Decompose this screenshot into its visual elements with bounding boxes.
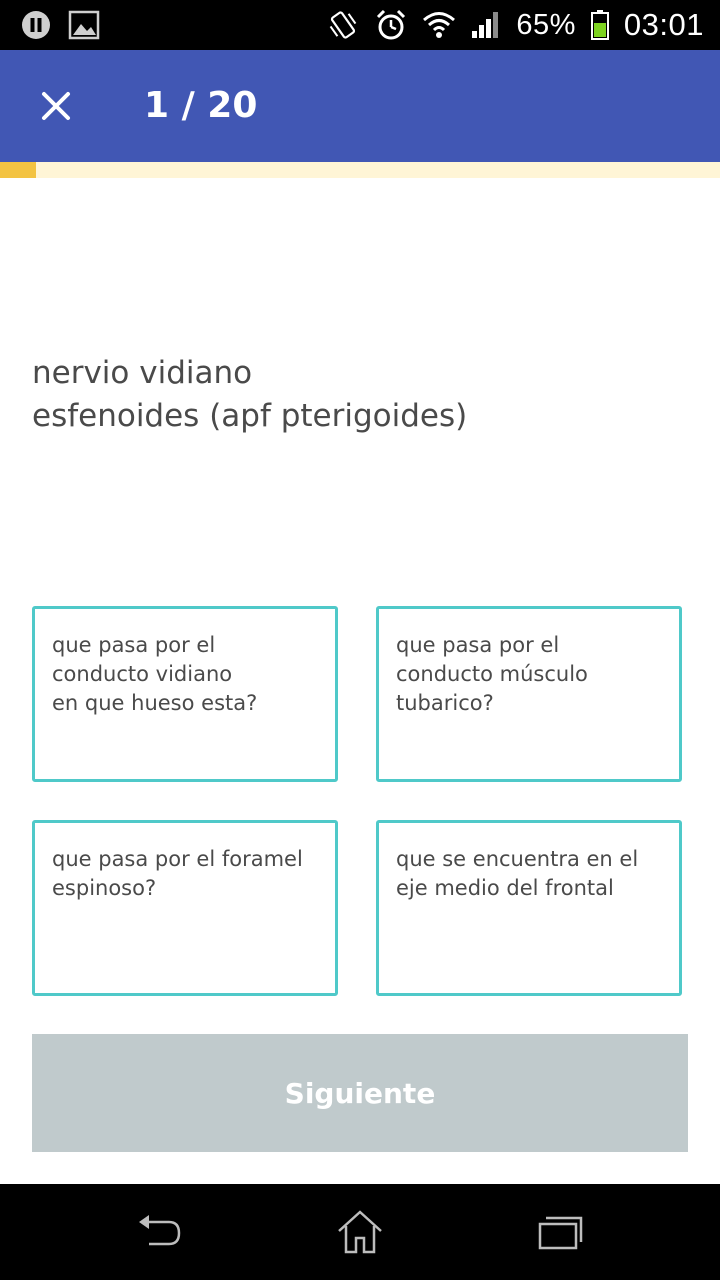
- status-bar: [0, 0, 720, 50]
- next-button-label: Siguiente: [284, 1076, 436, 1110]
- pause-icon: [20, 9, 52, 41]
- prompt-line: esfenoides (apf pterigoides): [32, 398, 468, 434]
- option-line: eje medio del frontal: [396, 876, 614, 900]
- progress-bar-fill: [0, 162, 36, 178]
- option-line: que pasa por el: [52, 633, 216, 657]
- status-left-icons: [20, 9, 100, 41]
- option-line: espinoso?: [52, 876, 157, 900]
- answer-option-1[interactable]: [32, 606, 338, 782]
- prompt-line: nervio vidiano: [32, 355, 253, 391]
- status-clock: 03:01: [623, 7, 704, 42]
- progress-bar: [0, 162, 720, 178]
- option-line: conducto vidiano: [52, 662, 233, 686]
- option-line: que pasa por el foramel: [52, 847, 303, 871]
- battery-icon: [590, 9, 610, 41]
- recent-apps-icon: [535, 1212, 585, 1252]
- cell-signal-icon: [470, 10, 502, 40]
- back-icon: [135, 1212, 185, 1252]
- back-button[interactable]: [130, 1204, 190, 1260]
- navigation-bar: [0, 1184, 720, 1280]
- answer-option-2[interactable]: [376, 606, 682, 782]
- status-right-icons: [326, 6, 704, 44]
- vibrate-icon: [326, 8, 360, 42]
- progress-counter: 1 / 20: [144, 85, 258, 126]
- answer-option-4[interactable]: [376, 820, 682, 996]
- question-prompt: [32, 352, 688, 438]
- option-line: conducto músculo: [396, 662, 588, 686]
- option-line: que pasa por el: [396, 633, 560, 657]
- alarm-clock-icon: [374, 8, 408, 42]
- recent-apps-button[interactable]: [530, 1204, 590, 1260]
- option-line: que se encuentra en el: [396, 847, 639, 871]
- app-bar: [0, 50, 720, 162]
- home-icon: [335, 1209, 385, 1255]
- close-button[interactable]: [24, 74, 88, 138]
- next-button[interactable]: [32, 1034, 688, 1152]
- image-icon: [68, 9, 100, 41]
- home-button[interactable]: [330, 1204, 390, 1260]
- battery-percent: 65%: [516, 8, 576, 41]
- option-line: tubarico?: [396, 691, 494, 715]
- close-icon: [39, 89, 73, 123]
- answer-option-3[interactable]: [32, 820, 338, 996]
- wifi-icon: [422, 10, 456, 40]
- option-line: en que hueso esta?: [52, 691, 258, 715]
